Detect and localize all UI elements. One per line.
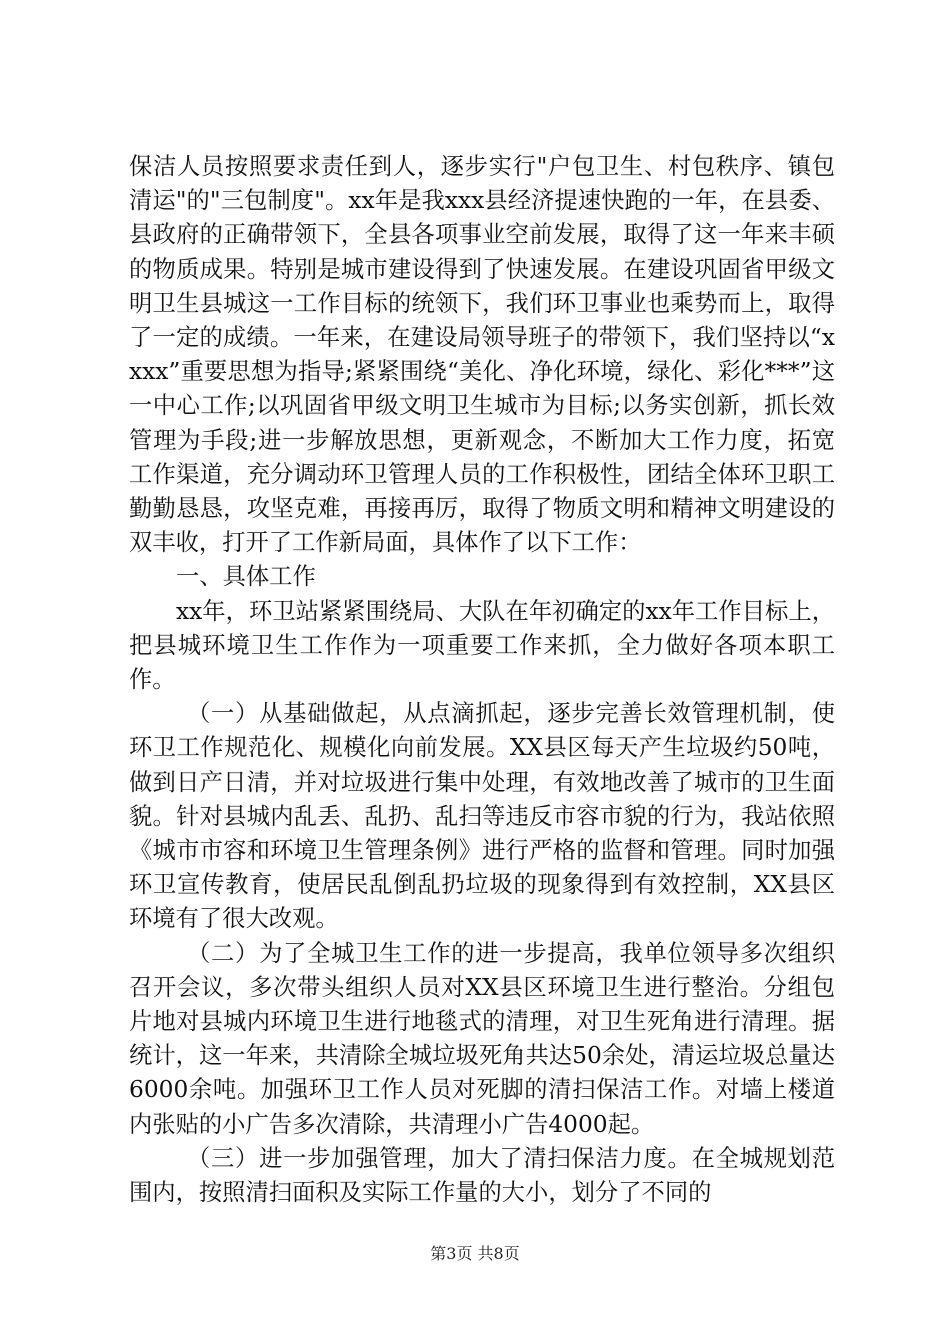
- paragraph-intro: 保洁人员按照要求责任到人，逐步实行"户包卫生、村包秩序、镇包清运"的"三包制度"。xx年是我xxx县经济提速快跑的一年，在县委、县政府的正确带领下，全县各项事业空前发展，取得了这一年来丰硕的物质成果。特别是城市建设得到了快速发展。在建设巩固省甲级文明卫生县城这一工作目标的统领下，我们环卫事业也乘势而上，取得了一定的成绩。一年来，在建设局领导班子的带领下，我们坚持以“xxxx”重要思想为指导;紧紧围绕“美化、净化环境，绿化、彩化***”这一中心工作;以巩固省甲级文明卫生城市为目标;以务实创新，抓长效管理为手段;进一步解放思想，更新观念，不断加大工作力度，拓宽工作渠道，充分调动环卫管理人员的工作积极性，团结全体环卫职工勤勤恳恳，攻坚克难，再接再厉，取得了物质文明和精神文明建设的双丰收，打开了工作新局面，具体作了以下工作：: [129, 153, 835, 557]
- paragraph-item-1: （一）从基础做起，从点滴抓起，逐步完善长效管理机制，使环卫工作规范化、规模化向前发展。XX县区每天产生垃圾约50吨，做到日产日清，并对垃圾进行集中处理，有效地改善了城市的卫生面貌。针对县城内乱丢、乱扔、乱扫等违反市容市貌的行为，我站依照《城市市容和环境卫生管理条例》进行严格的监督和管理。同时加强环卫宣传教育，使居民乱倒乱扔垃圾的现象得到有效控制，XX县区环境有了很大改观。: [129, 700, 835, 933]
- page-footer: 第3页 共8页: [430, 1244, 520, 1263]
- paragraph-item-3: （三）进一步加强管理，加大了清扫保洁力度。在全城规划范围内，按照清扫面积及实际工作量的大小，划分了不同的: [129, 1144, 835, 1207]
- paragraph-item-2: （二）为了全城卫生工作的进一步提高，我单位领导多次组织召开会议，多次带头组织人员对XX县区环境卫生进行整治。分组包片地对县城内环境卫生进行地毯式的清理，对卫生死角进行清理。据统计，这一年来，共清除全城垃圾死角共达50余处，清运垃圾总量达6000余吨。加强环卫工作人员对死脚的清扫保洁工作。对墙上楼道内张贴的小广告多次清除，共清理小广告4000起。: [129, 939, 835, 1138]
- document-body: [129, 150, 835, 1210]
- section-heading: 一、具体工作: [176, 563, 316, 591]
- paragraph-summary: xx年，环卫站紧紧围绕局、大队在年初确定的xx年工作目标上，把县城环境卫生工作作为一项重要工作来抓，全力做好各项本职工作。: [129, 597, 835, 694]
